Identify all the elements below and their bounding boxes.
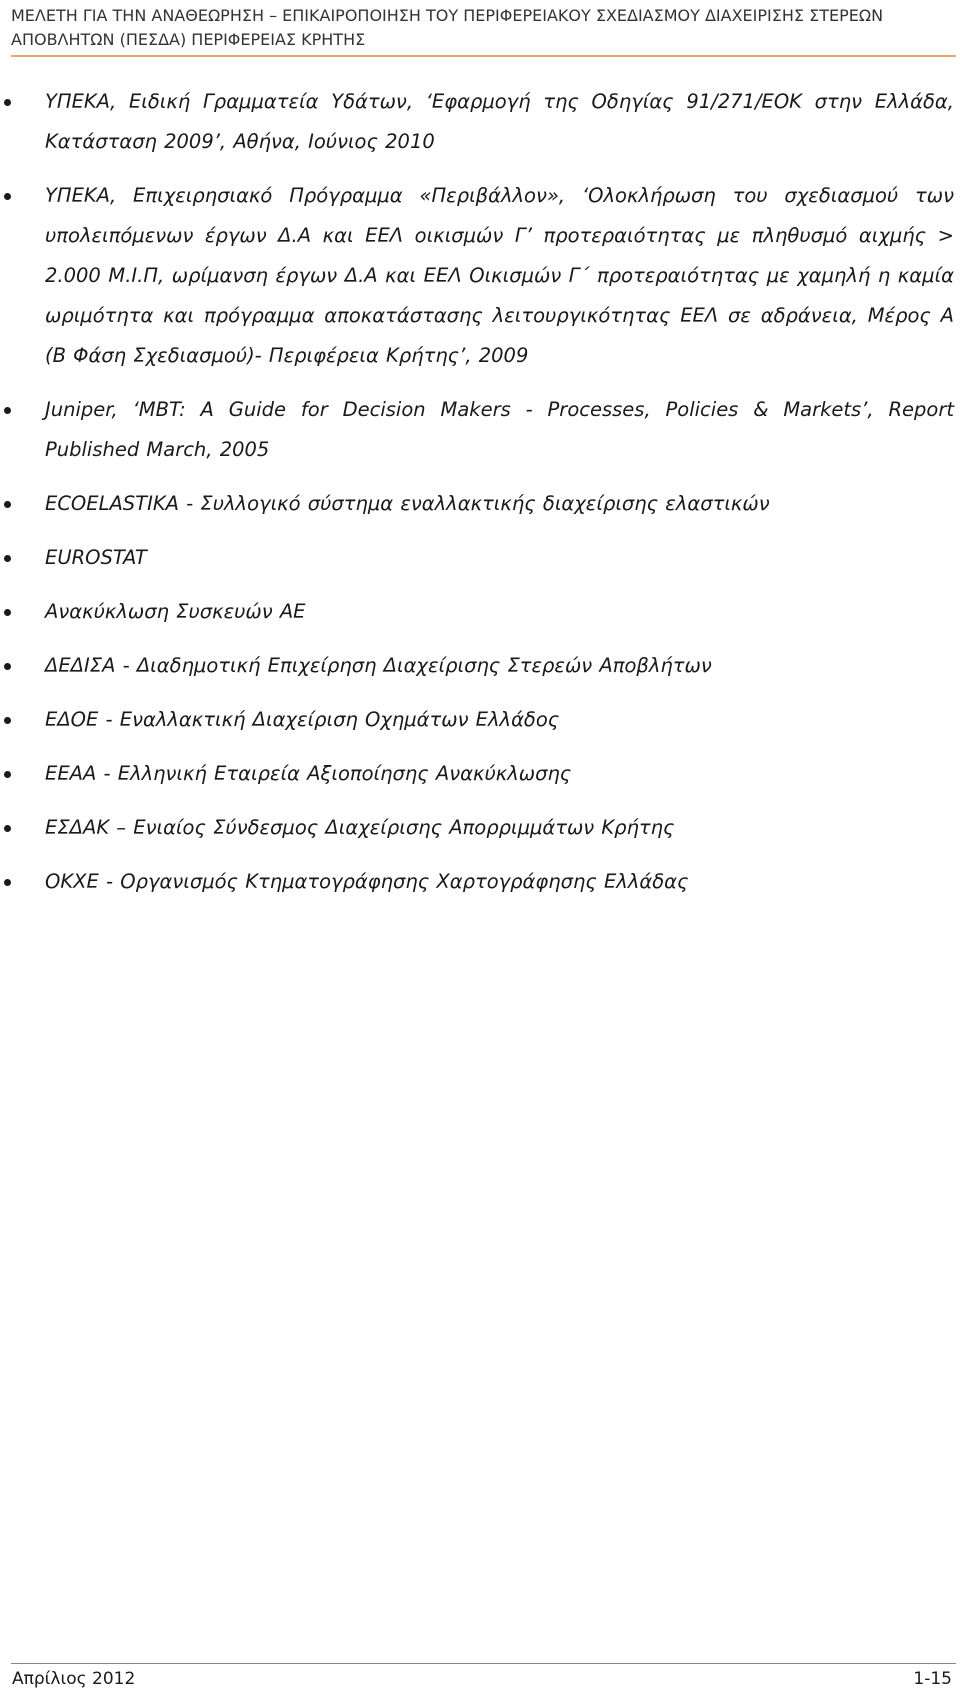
bullet-icon: [4, 609, 11, 616]
reference-text: Juniper, ‘MBT: A Guide for Decision Makers - Processes, Policies & Markets’, Report Published March, 2005: [45, 398, 954, 461]
reference-item: [0, 808, 960, 848]
reference-item: [0, 82, 960, 162]
reference-item: [0, 592, 960, 632]
reference-text: ΕΕΑΑ - Ελληνική Εταιρεία Αξιοποίησης Ανακύκλωσης: [45, 762, 572, 785]
header-divider: [11, 55, 956, 57]
bullet-icon: [4, 771, 11, 778]
bullet-icon: [4, 555, 11, 562]
reference-text: ΕΣΔΑΚ – Ενιαίος Σύνδεσμος Διαχείρισης Απορριμμάτων Κρήτης: [45, 816, 675, 839]
bullet-icon: [4, 717, 11, 724]
reference-text: ΟΚΧΕ - Οργανισμός Κτηματογράφησης Χαρτογράφησης Ελλάδας: [45, 870, 689, 893]
reference-item: [0, 484, 960, 524]
bullet-icon: [4, 825, 11, 832]
footer-date: Απρίλιος 2012: [12, 1669, 136, 1689]
bullet-icon: [4, 879, 11, 886]
reference-item: [0, 176, 960, 376]
page-header: [11, 4, 956, 52]
reference-text: EUROSTAT: [45, 546, 147, 569]
reference-item: [0, 538, 960, 578]
reference-list: [0, 82, 960, 916]
bullet-icon: [4, 193, 11, 200]
footer-divider: [11, 1663, 956, 1664]
reference-item: [0, 700, 960, 740]
bullet-icon: [4, 99, 11, 106]
reference-item: [0, 646, 960, 686]
reference-item: [0, 862, 960, 902]
page-number: 1-15: [913, 1669, 952, 1689]
reference-item: [0, 390, 960, 470]
bullet-icon: [4, 501, 11, 508]
bullet-icon: [4, 407, 11, 414]
reference-text: ΕΔΟΕ - Εναλλακτική Διαχείριση Οχημάτων Ελλάδος: [45, 708, 560, 731]
reference-text: ΥΠΕΚΑ, Ειδική Γραμματεία Υδάτων, ‘Εφαρμογή της Οδηγίας 91/271/ΕΟΚ στην Ελλάδα, Κατάσταση 2009’, Αθήνα, Ιούνιος 2010: [45, 90, 954, 153]
reference-text: ΔΕΔΙΣΑ - Διαδημοτική Επιχείρηση Διαχείρισης Στερεών Αποβλήτων: [45, 654, 712, 677]
reference-text: ΥΠΕΚΑ, Επιχειρησιακό Πρόγραμμα «Περιβάλλον», ‘Ολοκλήρωση του σχεδιασμού των υπολειπόμενων έργων Δ.Α και ΕΕΛ οικισμών Γ’ προτεραιότητας με πληθυσμό αιχμής > 2.000 Μ.Ι.Π, ωρίμανση έργων Δ.Α και ΕΕΛ Οικισμών Γ΄ προτεραιότητας με χαμηλή η καμία ωριμότητα και πρόγραμμα αποκατάστασης λειτουργικότητας ΕΕΛ σε αδράνεια, Μέρος Α (Β Φάση Σχεδιασμού)- Περιφέρεια Κρήτης’, 2009: [45, 184, 954, 367]
reference-item: [0, 754, 960, 794]
reference-text: ECOELASTIKA - Συλλογικό σύστημα εναλλακτικής διαχείρισης ελαστικών: [45, 492, 770, 515]
document-title: ΜΕΛΕΤΗ ΓΙΑ ΤΗΝ ΑΝΑΘΕΩΡΗΣΗ – ΕΠΙΚΑΙΡΟΠΟΙΗΣΗ ΤΟΥ ΠΕΡΙΦΕΡΕΙΑΚΟΥ ΣΧΕΔΙΑΣΜΟΥ ΔΙΑΧΕΙΡΙΣΗΣ ΣΤΕΡΕΩΝ ΑΠΟΒΛΗΤΩΝ (ΠΕΣΔΑ) ΠΕΡΙΦΕΡΕΙΑΣ ΚΡΗΤΗΣ: [11, 6, 884, 49]
bullet-icon: [4, 663, 11, 670]
reference-text: Ανακύκλωση Συσκευών ΑΕ: [45, 600, 306, 623]
